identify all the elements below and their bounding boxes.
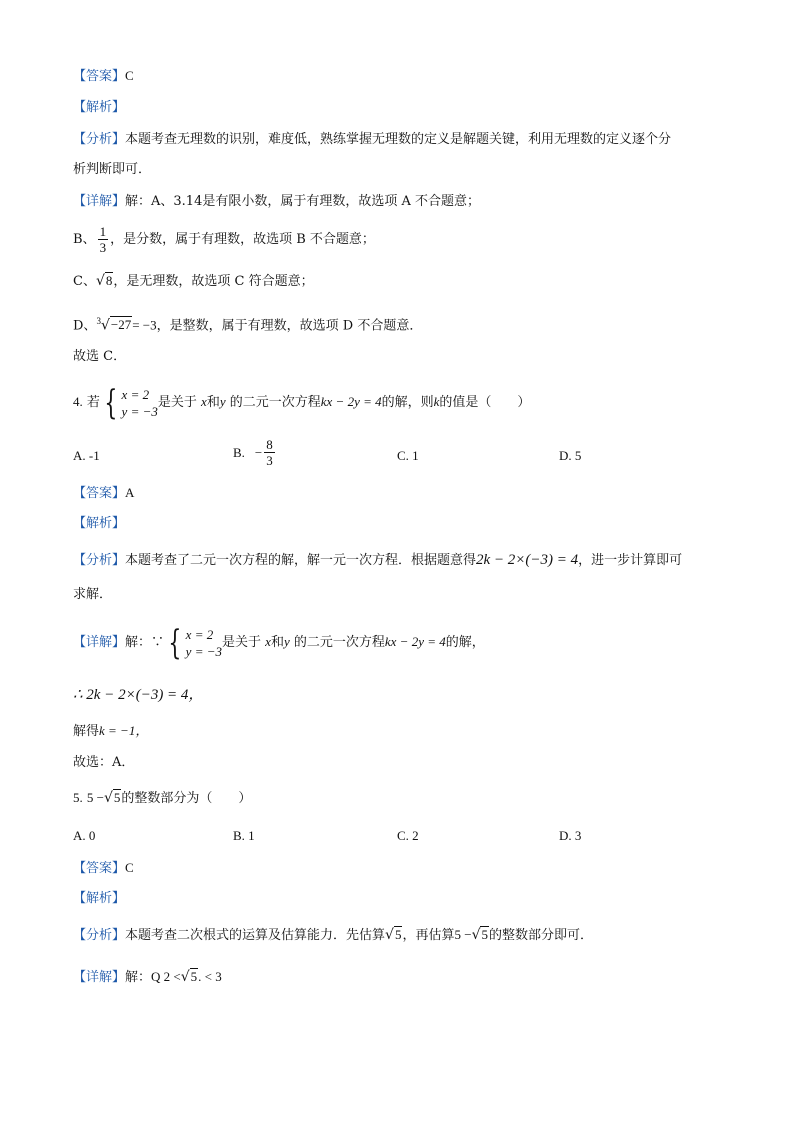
fenxi-tag: 【分析】 (73, 132, 126, 147)
q3-fenxi-line2 (73, 161, 151, 179)
q3-fenxi-line1 (73, 131, 671, 149)
jiexi-tag: 【解析】 (73, 100, 126, 115)
xj-equation: kx − 2y = 4 (384, 634, 446, 649)
q3-option-d-line (73, 312, 422, 335)
q4-xiangjie-line (73, 622, 485, 663)
fenxi-text2: ，再估算 (402, 928, 455, 943)
xj-text: 解：Q 2 < (125, 969, 181, 984)
cuberoot-sign: √ (100, 317, 110, 334)
stem-end: 的值是（ ） (439, 395, 531, 410)
q3-option-c-line (73, 272, 314, 291)
var-x: x (201, 394, 207, 409)
stem-end: 的整数部分为（ ） (121, 791, 252, 806)
q4-fenxi-line2 (73, 586, 112, 604)
step1-text: ∴ 2k − 2×(−3) = 4， (73, 687, 204, 703)
q4-answer-line (73, 484, 134, 503)
stem-ruo: 若 (86, 395, 100, 410)
answer-tag: 【答案】 (73, 486, 126, 501)
d-prefix: D、 (73, 318, 97, 334)
var-y: y (283, 634, 290, 649)
fenxi-text-cont: 求解． (73, 587, 113, 602)
q4-step2 (73, 722, 148, 741)
system-eq2: y = −3 (185, 643, 222, 659)
q3-option-b-line (73, 224, 375, 255)
q4-stem (73, 382, 530, 423)
fenxi-tag: 【分析】 (73, 553, 126, 568)
b-prefix: B、 (73, 232, 96, 247)
q4-option-c[interactable]: C. 1 (397, 448, 419, 463)
q5-option-a[interactable]: A. 0 (73, 828, 96, 843)
fenxi-text-end: ，进一步计算即可 (578, 553, 683, 568)
answer-value: C (125, 68, 134, 83)
system-eq1: x = 2 (121, 386, 150, 402)
q4-option-a[interactable]: A. -1 (73, 448, 100, 463)
conclusion-text: 故选 C． (73, 349, 127, 364)
stem-text: 是关于 (157, 395, 197, 410)
brace-icon: { (104, 382, 118, 423)
sqrt-radicand: 5 (190, 969, 198, 984)
q5-stem (73, 789, 251, 808)
fenxi-equation: 2k − 2×(−3) = 4 (476, 552, 579, 568)
sqrt-radicand: 5 (481, 927, 488, 942)
var-x: x (265, 634, 271, 649)
q4-option-d[interactable]: D. 5 (559, 448, 582, 463)
d-text: ，是整数，属于有理数，故选项 D 不合题意． (156, 318, 423, 334)
root-index: 3 (96, 316, 101, 326)
q4-conclusion (73, 754, 134, 772)
var-y: y (219, 394, 226, 409)
option-label: B. (233, 444, 245, 460)
q4-option-b[interactable] (233, 437, 277, 468)
q4-fenxi-line1 (73, 551, 682, 570)
cuberoot-radicand: −27 (110, 317, 132, 333)
sqrt-sign: √ (385, 927, 394, 943)
equation-system (100, 382, 158, 423)
xiangjie-tag: 【详解】 (73, 194, 126, 209)
stem-he: 和 (206, 395, 220, 410)
xiangjie-text: 解：A、3.14是有限小数，属于有理数，故选项 A 不合题意； (125, 194, 481, 209)
var-k: k (433, 394, 440, 409)
q5-xiangjie-line (73, 968, 222, 987)
fenxi-text: 本题考查二次根式的运算及估算能力．先估算 (125, 928, 386, 943)
stem-equation: kx − 2y = 4 (320, 394, 382, 409)
answer-tag: 【答案】 (73, 861, 126, 876)
step2-equation: k = −1， (99, 723, 149, 738)
answer-value: A (125, 485, 135, 500)
xj-text: 是关于 (222, 635, 262, 650)
system-eq1: x = 2 (185, 626, 214, 642)
q4-step1 (73, 686, 203, 705)
system-eq2: y = −3 (121, 403, 158, 419)
q4-jiexi-line (73, 515, 125, 533)
sqrt-radicand: 8 (105, 273, 113, 288)
sqrt-sign: √ (95, 273, 105, 289)
brace-icon: { (168, 622, 182, 663)
sqrt-sign: √ (471, 927, 481, 943)
sqrt-sign: √ (103, 790, 113, 806)
equation-system (164, 622, 222, 663)
question-number: 5. (73, 790, 83, 805)
frac-num: 1 (99, 224, 107, 239)
xj-end: . < 3 (198, 969, 222, 984)
fenxi-text: 本题考查无理数的识别，难度低，熟练掌握无理数的定义是解题关键，利用无理数的定义逐个分 (125, 132, 672, 147)
q3-jiexi-line (73, 99, 125, 117)
expr-five-minus: 5 − (86, 790, 104, 805)
stem-text3: 的解，则 (381, 395, 434, 410)
fenxi-end: 的整数部分即可． (488, 928, 593, 943)
q3-conclusion (73, 348, 126, 366)
fraction-one-third (98, 224, 109, 255)
d-equation: = −3 (132, 317, 157, 333)
answer-tag: 【答案】 (73, 69, 126, 84)
stem-text2: 的二元一次方程 (229, 395, 321, 410)
q5-option-b[interactable]: B. 1 (233, 828, 255, 843)
q5-option-c[interactable]: C. 2 (397, 828, 419, 843)
q3-xiangjie-line (73, 193, 480, 211)
c-text: ，是无理数，故选项 C 符合题意； (113, 274, 314, 289)
xj-he: 和 (270, 635, 284, 650)
minus-sign: − (254, 444, 263, 460)
sqrt-radicand: 5 (394, 927, 402, 942)
q5-jiexi-line (73, 890, 125, 908)
fraction-eight-thirds (264, 437, 275, 468)
q5-option-d[interactable]: D. 3 (559, 828, 582, 843)
xj-end: 的解， (445, 635, 485, 650)
fenxi-tag: 【分析】 (73, 928, 126, 943)
q3-answer-line (73, 67, 134, 86)
xj-text2: 的二元一次方程 (293, 635, 385, 650)
q5-fenxi-line (73, 926, 593, 945)
jiexi-tag: 【解析】 (73, 516, 126, 531)
fenxi-expr: 5 − (454, 927, 472, 942)
fenxi-text: 本题考查了二元一次方程的解，解一元一次方程．根据题意得 (125, 553, 477, 568)
sqrt-sign: √ (180, 969, 190, 985)
q5-answer-line (73, 859, 134, 878)
answer-value: C (125, 860, 134, 875)
jiexi-tag: 【解析】 (73, 891, 126, 906)
sqrt-radicand: 5 (113, 790, 121, 805)
question-number: 4. (73, 394, 83, 409)
c-prefix: C、 (73, 274, 96, 289)
xiangjie-tag: 【详解】 (73, 635, 126, 650)
conclusion-text: 故选：A． (73, 755, 135, 770)
b-text: ，是分数，属于有理数，故选项 B 不合题意； (110, 232, 375, 247)
step2-label: 解得 (73, 724, 100, 739)
xiangjie-jie: 解：∵ (125, 635, 165, 650)
frac-den: 3 (266, 453, 273, 468)
frac-num: 8 (266, 437, 273, 452)
xiangjie-tag: 【详解】 (73, 970, 126, 985)
fenxi-text-cont: 析判断即可． (73, 162, 152, 177)
frac-den: 3 (99, 240, 107, 255)
